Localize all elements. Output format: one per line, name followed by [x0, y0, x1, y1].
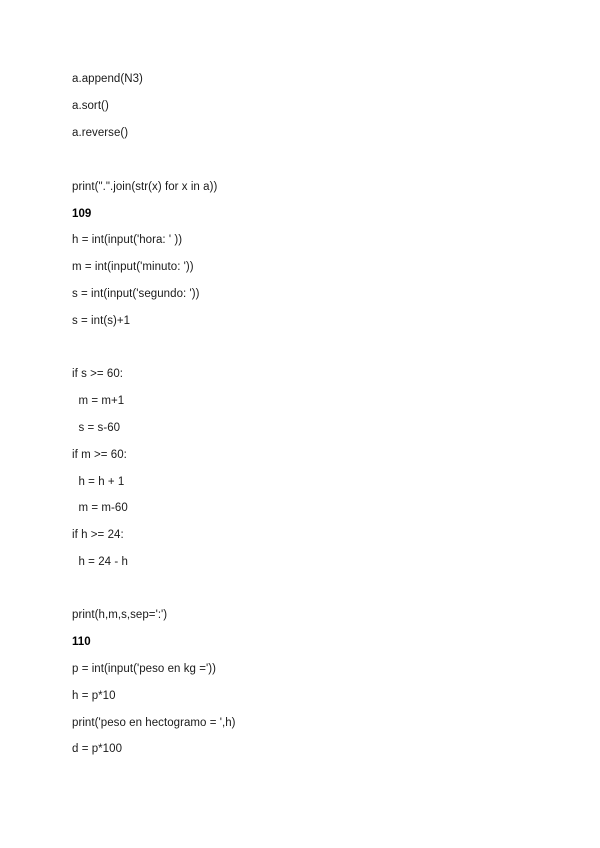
code-line: print(h,m,s,sep=':')	[72, 609, 168, 621]
code-line: a.sort()	[72, 100, 109, 112]
code-line: a.reverse()	[72, 127, 129, 139]
code-line: s = int(s)+1	[72, 315, 131, 327]
code-line: d = p*100	[72, 743, 123, 755]
code-line: h = h + 1	[72, 476, 125, 488]
exercise-number: 110	[72, 636, 91, 648]
code-line: m = m-60	[72, 502, 128, 514]
code-line: if s >= 60:	[72, 368, 124, 380]
code-line: if h >= 24:	[72, 529, 124, 541]
code-line: m = m+1	[72, 395, 125, 407]
exercise-number: 109	[72, 208, 92, 220]
code-line: h = int(input('hora: ' ))	[72, 234, 183, 246]
code-line: print(".".join(str(x) for x in a))	[72, 181, 218, 193]
code-line: m = int(input('minuto: '))	[72, 261, 194, 273]
code-line: h = 24 - h	[72, 556, 128, 568]
code-line: h = p*10	[72, 690, 116, 702]
code-line: a.append(N3)	[72, 73, 143, 85]
code-line: if m >= 60:	[72, 449, 127, 461]
code-line: s = int(input('segundo: '))	[72, 288, 200, 300]
code-line: p = int(input('peso en kg ='))	[72, 663, 216, 675]
code-line: s = s-60	[72, 422, 121, 434]
code-line: print('peso en hectogramo = ',h)	[72, 717, 236, 729]
